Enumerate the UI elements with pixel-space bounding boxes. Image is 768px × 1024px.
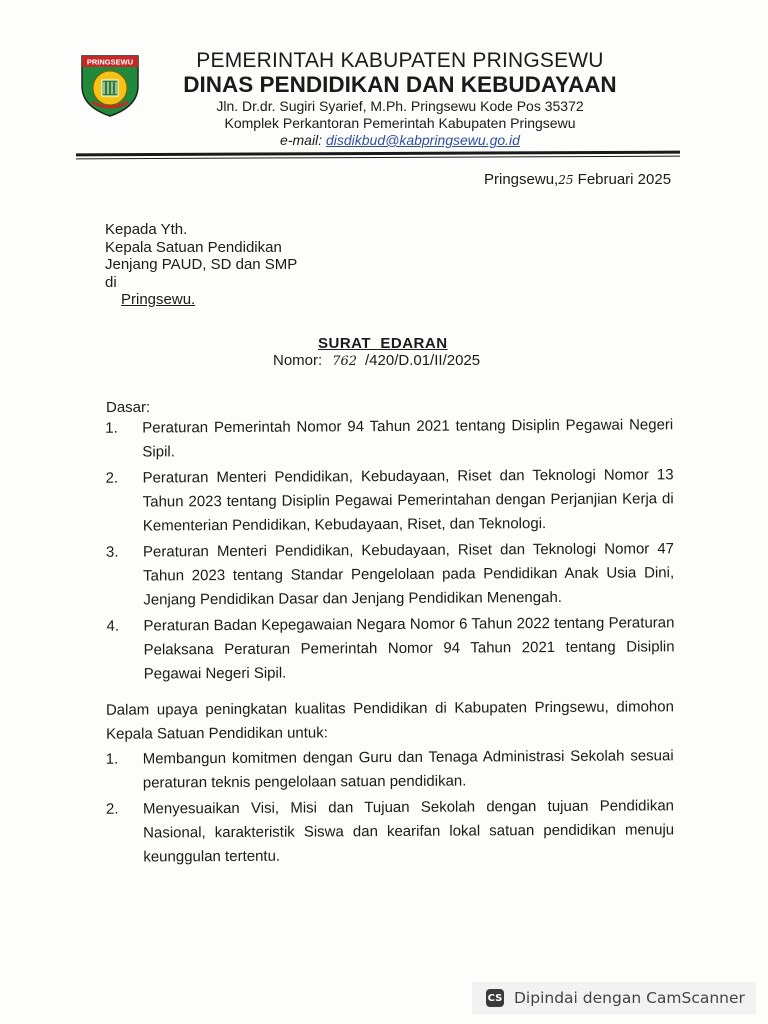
body-paragraph: Dalam upaya peningkatan kualitas Pendidikan di Kabupaten Pringsewu, dimohon Kepala Satuan Pendidikan untuk: (105, 698, 674, 743)
logo-text: PRINGSEWU (86, 57, 134, 67)
item-number: 1. (105, 750, 119, 768)
header-rule-thin (76, 156, 680, 160)
list-item (106, 611, 674, 686)
recipient-line: di (105, 273, 117, 291)
camscanner-watermark (472, 982, 756, 1014)
letter-number (273, 352, 480, 369)
item-text: Menyesuaikan Visi, Misi dan Tujuan Sekolah dengan tujuan Pendidikan Nasional, karakteristik Siswa dan kearifan lokal satuan pendidikan menuju keunggulan tertentu. (142, 797, 675, 866)
number-handwritten: 762 (332, 354, 358, 369)
email-label: e-mail: (280, 132, 323, 148)
recipient-line: Jenjang PAUD, SD dan SMP (105, 256, 298, 273)
item-text: Peraturan Menteri Pendidikan, Kebudayaan, Riset dan Teknologi Nomor 13 Tahun 2023 tentang Disiplin Pegawai Pemerintahan dengan Perjanjian Kerja di Kementerian Pendidikan, Kebudayaan, Riset, dan Teknologi. (142, 466, 674, 535)
instruction-list (106, 744, 675, 871)
list-item (106, 537, 674, 612)
date-month-year: Februari 2025 (577, 171, 672, 188)
date-place: Pringsewu, (484, 171, 559, 188)
item-number: 2. (105, 469, 119, 487)
date-day-handwritten: 25 (558, 173, 574, 187)
item-text: Peraturan Badan Kepegawaian Negara Nomor 6 Tahun 2022 tentang Peraturan Pelaksana Peraturan Pemerintah Nomor 94 Tahun 2021 tentang Disiplin Pegawai Negeri Sipil. (143, 614, 675, 683)
list-item (106, 744, 674, 795)
list-item (105, 463, 673, 538)
government-name: PEMERINTAH KABUPATEN PRINGSEWU (196, 49, 604, 72)
item-number: 2. (105, 800, 119, 818)
item-number: 1. (105, 419, 118, 437)
number-rest: /420/D.01/II/2025 (365, 352, 481, 369)
regency-logo (78, 52, 142, 118)
letterhead (150, 49, 650, 149)
item-number: 3. (105, 543, 119, 561)
recipient-line: Kepala Satuan Pendidikan (105, 238, 282, 256)
recipient-place: Pringsewu. (121, 291, 196, 308)
address-line: Jln. Dr.dr. Sugiri Syarief, M.Ph. Pringsewu Kode Pos 35372 (216, 98, 584, 114)
item-text: Peraturan Pemerintah Nomor 94 Tahun 2021 tentang Disiplin Pegawai Negeri Sipil. (142, 416, 674, 461)
letter-title: SURAT EDARAN (318, 335, 448, 352)
email-link[interactable]: disdikbud@kabpringsewu.go.id (325, 132, 520, 148)
item-number: 4. (106, 617, 120, 635)
list-item (105, 413, 673, 464)
item-text: Peraturan Menteri Pendidikan, Kebudayaan, Riset dan Teknologi Nomor 47 Tahun 2023 tentang Standar Pengelolaan pada Pendidikan Anak Usia Dini, Jenjang Pendidikan Dasar dan Jenjang Pendidikan Menengah. (142, 540, 675, 609)
item-text: Membangun komitmen dengan Guru dan Tenaga Administrasi Sekolah sesuai peraturan teknis pengelolaan satuan pendidikan. (142, 747, 674, 792)
list-item (106, 794, 674, 869)
number-label: Nomor: (273, 352, 323, 369)
dasar-label: Dasar: (106, 399, 151, 416)
letter-date (484, 171, 671, 188)
watermark-text: Dipindai dengan CamScanner (514, 989, 745, 1007)
recipient-block (105, 221, 297, 309)
recipient-line: Kepada Yth. (105, 221, 188, 238)
dasar-list (105, 413, 675, 688)
agency-name: DINAS PENDIDIKAN DAN KEBUDAYAAN (183, 72, 617, 97)
camscanner-icon: CS (486, 989, 504, 1007)
email-line (150, 132, 650, 149)
complex-line: Komplek Perkantoran Pemerintah Kabupaten Pringsewu (224, 115, 576, 131)
